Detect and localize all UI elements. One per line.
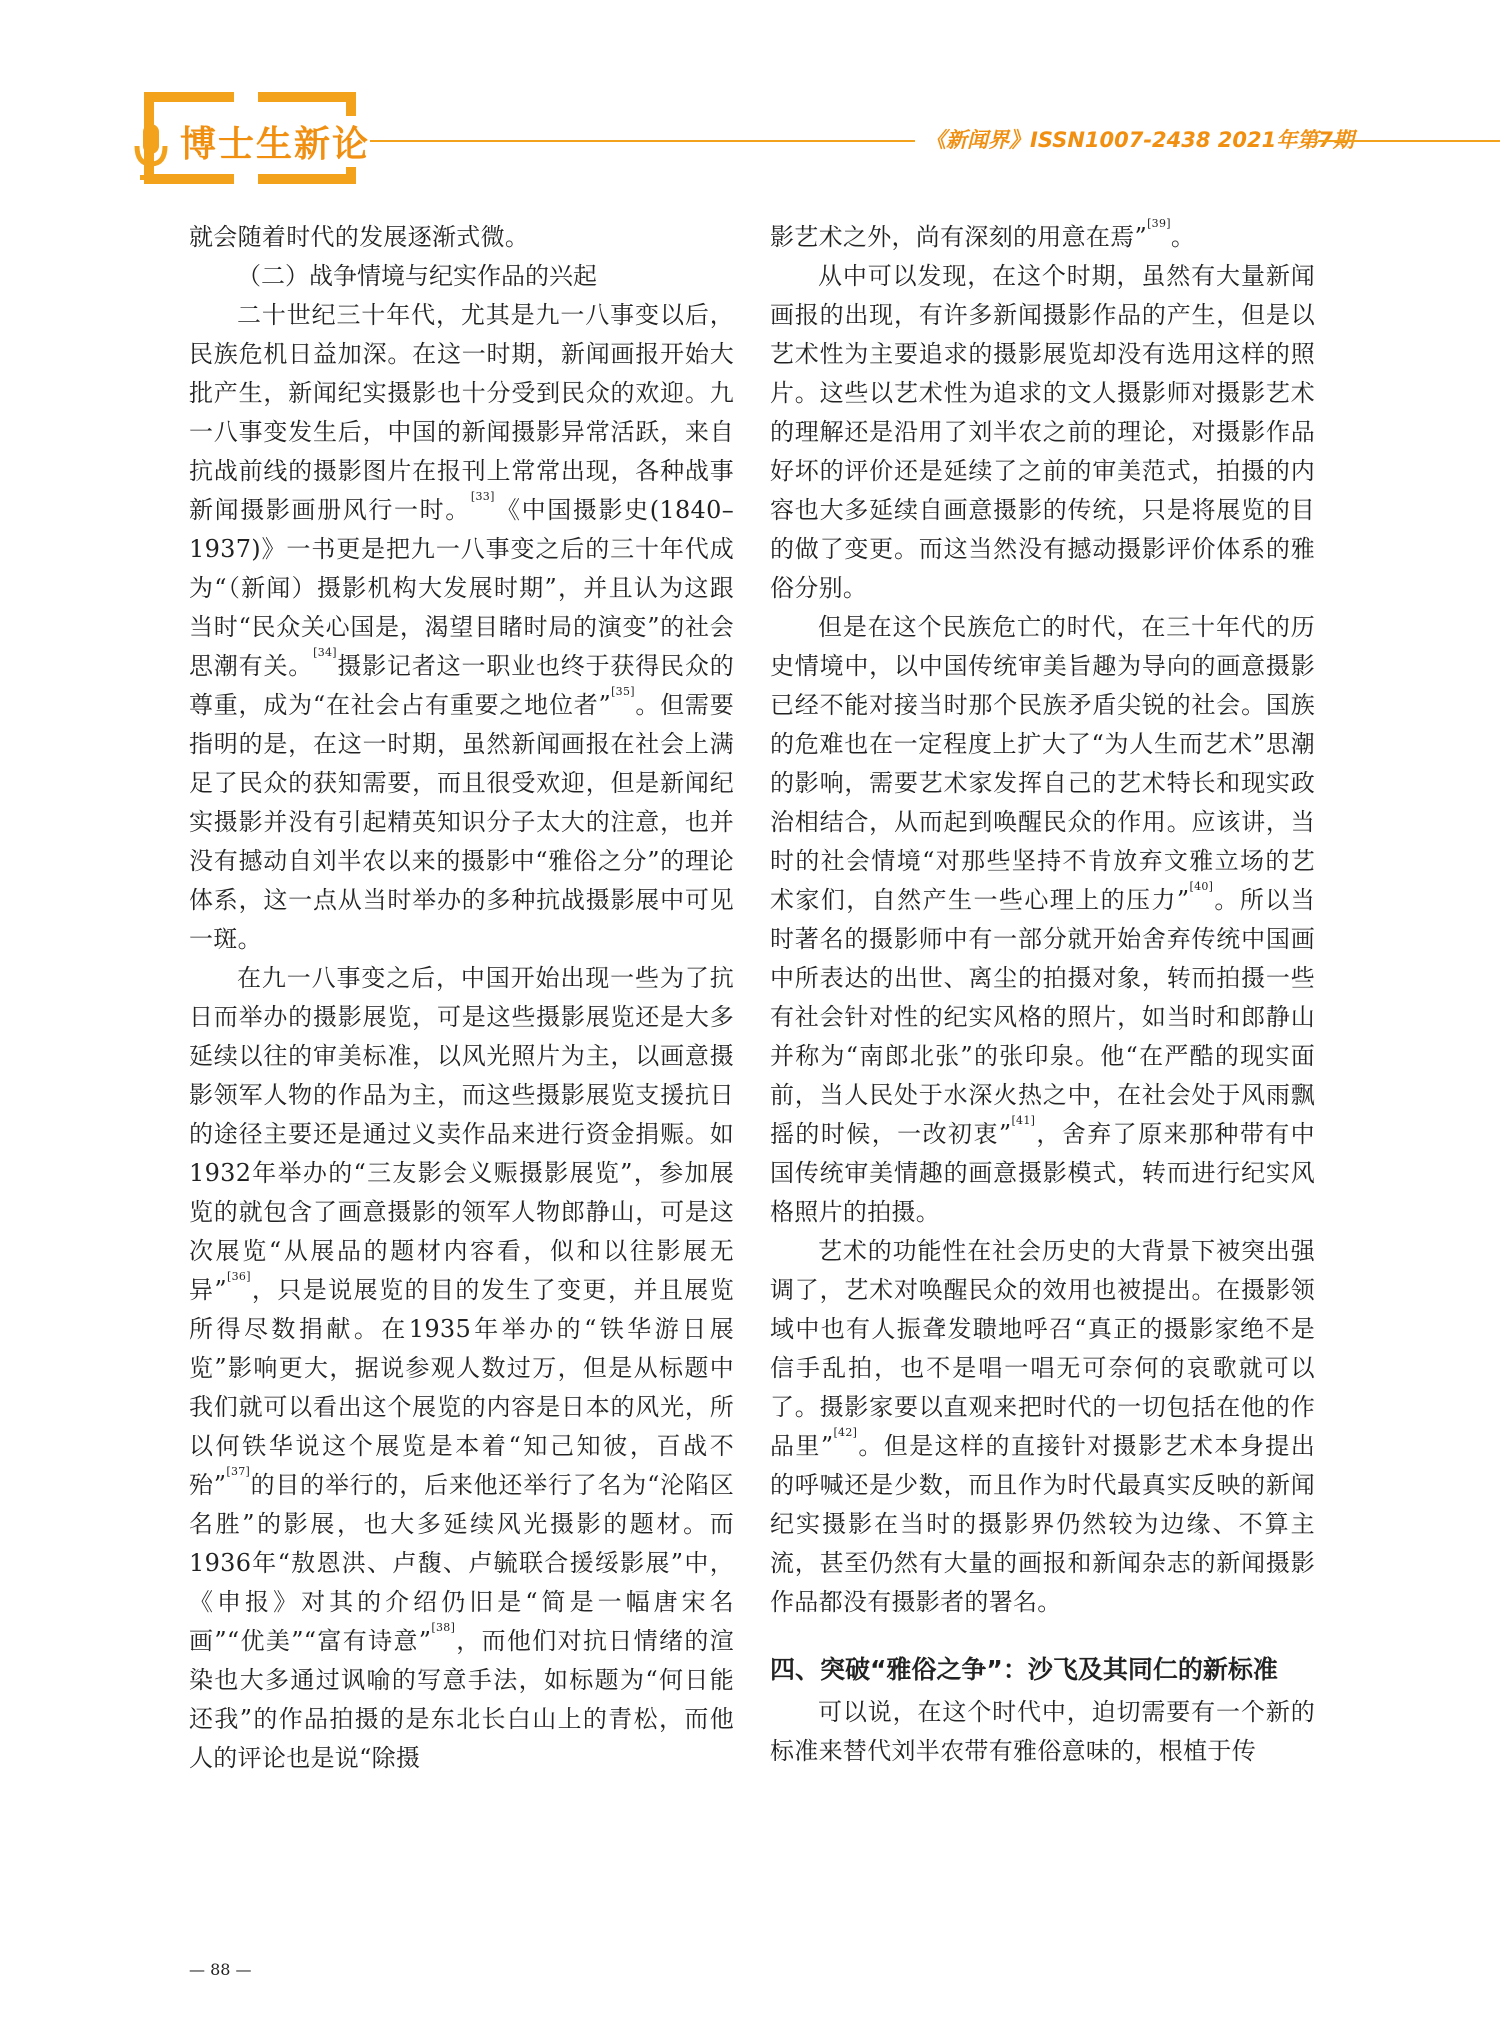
microphone-icon	[134, 122, 168, 182]
paragraph: 但是在这个民族危亡的时代，在三十年代的历史情境中，以中国传统审美旨趣为导向的画意摄影已经不能对接当时那个民族矛盾尖锐的社会。国族的危难也在一定程度上扩大了“为人生而艺术”思潮的影响，需要艺术家发挥自己的艺术特长和现实政治相结合，从而起到唤醒民众的作用。应该讲，当时的社会情境“对那些坚持不肯放弃文雅立场的艺术家们，自然产生一些心理上的压力”[40]。所以当时著名的摄影师中有一部分就开始舍弃传统中国画中所表达的出世、离尘的拍摄对象，转而拍摄一些有社会针对性的纪实风格的照片，如当时和郎静山并称为“南郎北张”的张印泉。他“在严酷的现实面前，当人民处于水深火热之中，在社会处于风雨飘摇的时候，一改初衷”[41]，舍弃了原来那种带有中国传统审美情趣的画意摄影模式，转而进行纪实风格照片的拍摄。	[770, 613, 1315, 1226]
paragraph: 二十世纪三十年代，尤其是九一八事变以后，民族危机日益加深。在这一时期，新闻画报开始大批产生，新闻纪实摄影也十分受到民众的欢迎。九一八事变发生后，中国的新闻摄影异常活跃，来自抗战前线的摄影图片在报刊上常常出现，各种战事新闻摄影画册风行一时。[33]《中国摄影史(1840–1937)》一书更是把九一八事变之后的三十年代成为“（新闻）摄影机构大发展时期”，并且认为这跟当时“民众关心国是，渴望目睹时局的演变”的社会思潮有关。[34]摄影记者这一职业也终于获得民众的尊重，成为“在社会占有重要之地位者”[35]。但需要指明的是，在这一时期，虽然新闻画报在社会上满足了民众的获知需要，而且很受欢迎，但是新闻纪实摄影并没有引起精英知识分子太大的注意，也并没有撼动自刘半农以来的摄影中“雅俗之分”的理论体系，这一点从当时举办的多种抗战摄影展中可见一斑。	[189, 301, 734, 953]
section-title: 博士生新论	[176, 116, 374, 167]
citation-marker: [39]	[1147, 217, 1171, 230]
paragraph: 影艺术之外，尚有深刻的用意在焉”[39]。	[770, 217, 1196, 251]
section-logo	[120, 88, 370, 198]
paragraph: 从中可以发现，在这个时期，虽然有大量新闻画报的出现，有许多新闻摄影作品的产生，但是以艺术性为主要追求的摄影展览却没有选用这样的照片。这些以艺术性为追求的文人摄影师对摄影艺术的理解还是沿用了刘半农之前的理论，对摄影作品好坏的评价还是延续了之前的审美范式，拍摄的内容也大多延续自画意摄影的传统，只是将展览的目的做了变更。而这当然没有撼动摄影评价体系的雅俗分别。	[770, 262, 1315, 602]
right-column	[770, 218, 1315, 1771]
paragraph: 就会随着时代的发展逐渐式微。	[189, 223, 530, 251]
left-column	[189, 218, 734, 1778]
journal-meta: 《新闻界》ISSN1007-2438 2021年第7期	[925, 128, 1354, 152]
citation-marker: [37]	[226, 1465, 251, 1478]
paragraph: 在九一八事变之后，中国开始出现一些为了抗日而举办的摄影展览，可是这些摄影展览还是大多延续以往的审美标准，以风光照片为主，以画意摄影领军人物的作品为主，而这些摄影展览支援抗日的途径主要还是通过义卖作品来进行资金捐赈。如1932年举办的“三友影会义赈摄影展览”，参加展览的就包含了画意摄影的领军人物郎静山，可是这次展览“从展品的题材内容看，似和以往影展无异”[36]，只是说展览的目的发生了变更，并且展览所得尽数捐献。在1935年举办的“铁华游日展览”影响更大，据说参观人数过万，但是从标题中我们就可以看出这个展览的内容是日本的风光，所以何铁华说这个展览是本着“知己知彼，百战不殆”[37]的目的举行的，后来他还举行了名为“沦陷区名胜”的影展，也大多延续风光摄影的题材。而1936年“敖恩洪、卢馥、卢毓联合援绥影展”中，《申报》对其的介绍仍旧是“简是一幅唐宋名画”“优美”“富有诗意”[38]，而他们对抗日情绪的渲染也大多通过讽喻的写意手法，如标题为“何日能还我”的作品拍摄的是东北长白山上的青松，而他人的评论也是说“除摄	[189, 964, 735, 1772]
citation-marker: [33]	[470, 490, 495, 503]
citation-marker: [41]	[1011, 1114, 1036, 1127]
citation-marker: [36]	[227, 1270, 251, 1283]
section-heading: 四、突破“雅俗之争”：沙飞及其同仁的新标准	[770, 1655, 1278, 1684]
citation-marker: [42]	[833, 1426, 858, 1439]
paragraph: 艺术的功能性在社会历史的大背景下被突出强调了，艺术对唤醒民众的效用也被提出。在摄影领域中也有人振聋发聩地呼召“真正的摄影家绝不是信手乱拍，也不是唱一唱无可奈何的哀歌就可以了。摄影家要以直观来把时代的一切包括在他的作品里”[42]。但是这样的直接针对摄影艺术本身提出的呼喊还是少数，而且作为时代最真实反映的新闻纪实摄影在当时的摄影界仍然较为边缘、不算主流，甚至仍然有大量的画报和新闻杂志的新闻摄影作品都没有摄影者的署名。	[770, 1237, 1315, 1616]
header-rule-left	[370, 140, 915, 142]
citation-marker: [38]	[431, 1621, 456, 1634]
citation-marker: [34]	[313, 646, 337, 659]
subsection-heading: （二）战争情境与纪实作品的兴起	[237, 262, 597, 290]
citation-marker: [40]	[1189, 880, 1214, 893]
header-rule-right	[1318, 140, 1500, 142]
citation-marker: [35]	[611, 685, 635, 698]
page-number: — 88 —	[189, 1960, 252, 1979]
paragraph: 可以说，在这个时代中，迫切需要有一个新的标准来替代刘半农带有雅俗意味的，根植于传	[770, 1698, 1315, 1765]
